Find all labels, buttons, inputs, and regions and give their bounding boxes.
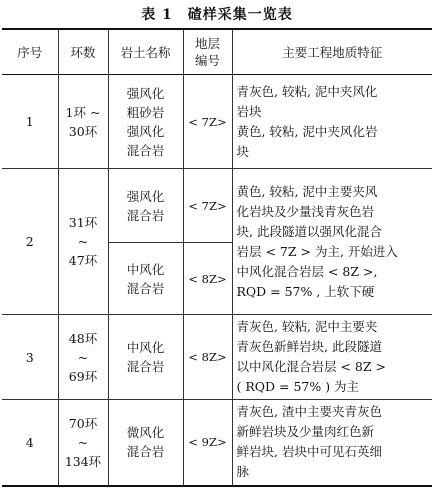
feature-line: 青灰色, 渣中主要夹青灰色 — [236, 404, 382, 420]
feature-line: 黄色, 较粘, 泥中主要夹风 — [236, 183, 378, 199]
row-feature — [232, 169, 432, 315]
row-rock — [108, 169, 183, 243]
feature-line: ( RQD = 57% ) 为主 — [236, 379, 360, 394]
feature-line: 脉 — [236, 464, 250, 480]
rock-line: 混合岩 — [126, 444, 165, 460]
row-rock — [108, 400, 183, 486]
feature-line: 块 — [236, 143, 250, 159]
rock-line: 强风化 — [126, 188, 165, 204]
header-rock: 岩土名称 — [108, 29, 183, 75]
ring-line: 30环 — [68, 123, 98, 139]
header-layer — [183, 29, 232, 75]
header-ring: 环数 — [58, 29, 108, 75]
row-ring — [58, 315, 108, 400]
rock-line: 混合岩 — [126, 207, 165, 223]
row-rock — [108, 243, 183, 315]
row-layer: < 9Z> — [183, 400, 232, 486]
table-row — [2, 75, 432, 169]
ring-line: 69环 — [68, 368, 98, 384]
row-feature — [232, 400, 432, 486]
ring-line: 47环 — [68, 253, 98, 268]
row-feature — [232, 315, 432, 400]
feature-line: 鲜岩块, 岩块中可见石英细 — [236, 444, 382, 460]
ring-line: 70环 — [68, 415, 98, 431]
rock-line: 中风化 — [126, 261, 165, 277]
header-no: 序号 — [2, 29, 58, 75]
ring-line: 31环 — [68, 215, 98, 230]
row-layer: < 7Z> — [183, 75, 232, 169]
rock-line: 中风化 — [126, 340, 165, 355]
ring-line: ~ — [77, 234, 89, 249]
table-row — [2, 169, 432, 243]
feature-line: RQD = 57% , 上软下硬 — [236, 283, 375, 299]
ring-line: ~ — [77, 349, 89, 365]
feature-line: 青灰色, 较粘, 泥中夹风化 — [236, 83, 378, 99]
header-feature: 主要工程地质特征 — [232, 29, 432, 75]
table-row — [2, 315, 432, 400]
row-layer: < 7Z> — [183, 169, 232, 243]
row-rock — [108, 75, 183, 169]
header-row — [2, 29, 432, 75]
ring-line: ~ — [77, 434, 89, 450]
header-layer-line1: 地层 — [194, 36, 220, 51]
ring-line: 48环 — [68, 330, 98, 346]
feature-line: 化岩块及少量浅青灰色岩 — [236, 203, 375, 219]
rock-line: 微风化 — [126, 425, 165, 441]
ring-line: 134环 — [64, 453, 102, 469]
feature-line: 块, 此段隧道以强风化混合 — [236, 223, 382, 239]
row-no: 3 — [2, 315, 58, 400]
row-layer: < 8Z> — [183, 243, 232, 315]
row-ring — [58, 75, 108, 169]
table-row — [2, 400, 432, 486]
feature-line: 以中风化混合岩层 < 8Z > — [236, 359, 387, 374]
row-no: 4 — [2, 400, 58, 486]
feature-line: 青灰色新鲜岩块, 此段隧道 — [236, 339, 382, 354]
rock-line: 强风化 — [126, 123, 165, 139]
rock-line: 粗砂岩 — [126, 104, 165, 120]
feature-line: 岩块 — [236, 103, 262, 119]
ring-line: 1环 ~ — [65, 104, 101, 120]
sample-table — [2, 28, 432, 487]
table-caption: 表 1 碴样采集一览表 — [141, 7, 293, 23]
row-rock — [108, 315, 183, 400]
feature-line: 岩层 < 7Z > 为主, 开始进入 — [236, 243, 398, 259]
header-layer-line2: 编号 — [194, 53, 220, 68]
feature-line: 中风化混合岩层 < 8Z >, — [236, 263, 378, 279]
row-no: 1 — [2, 75, 58, 169]
row-ring — [58, 400, 108, 486]
row-layer: < 8Z> — [183, 315, 232, 400]
feature-line: 新鲜岩块及少量肉红色新 — [236, 424, 375, 440]
row-feature — [232, 75, 432, 169]
rock-line: 混合岩 — [126, 142, 165, 158]
rock-line: 混合岩 — [126, 359, 165, 374]
feature-line: 青灰色, 较粘, 泥中主要夹 — [236, 319, 378, 334]
rock-line: 强风化 — [126, 85, 165, 101]
feature-line: 黄色, 较粘, 泥中夹风化岩 — [236, 123, 378, 139]
row-ring — [58, 169, 108, 315]
row-no: 2 — [2, 169, 58, 315]
rock-line: 混合岩 — [126, 280, 165, 296]
